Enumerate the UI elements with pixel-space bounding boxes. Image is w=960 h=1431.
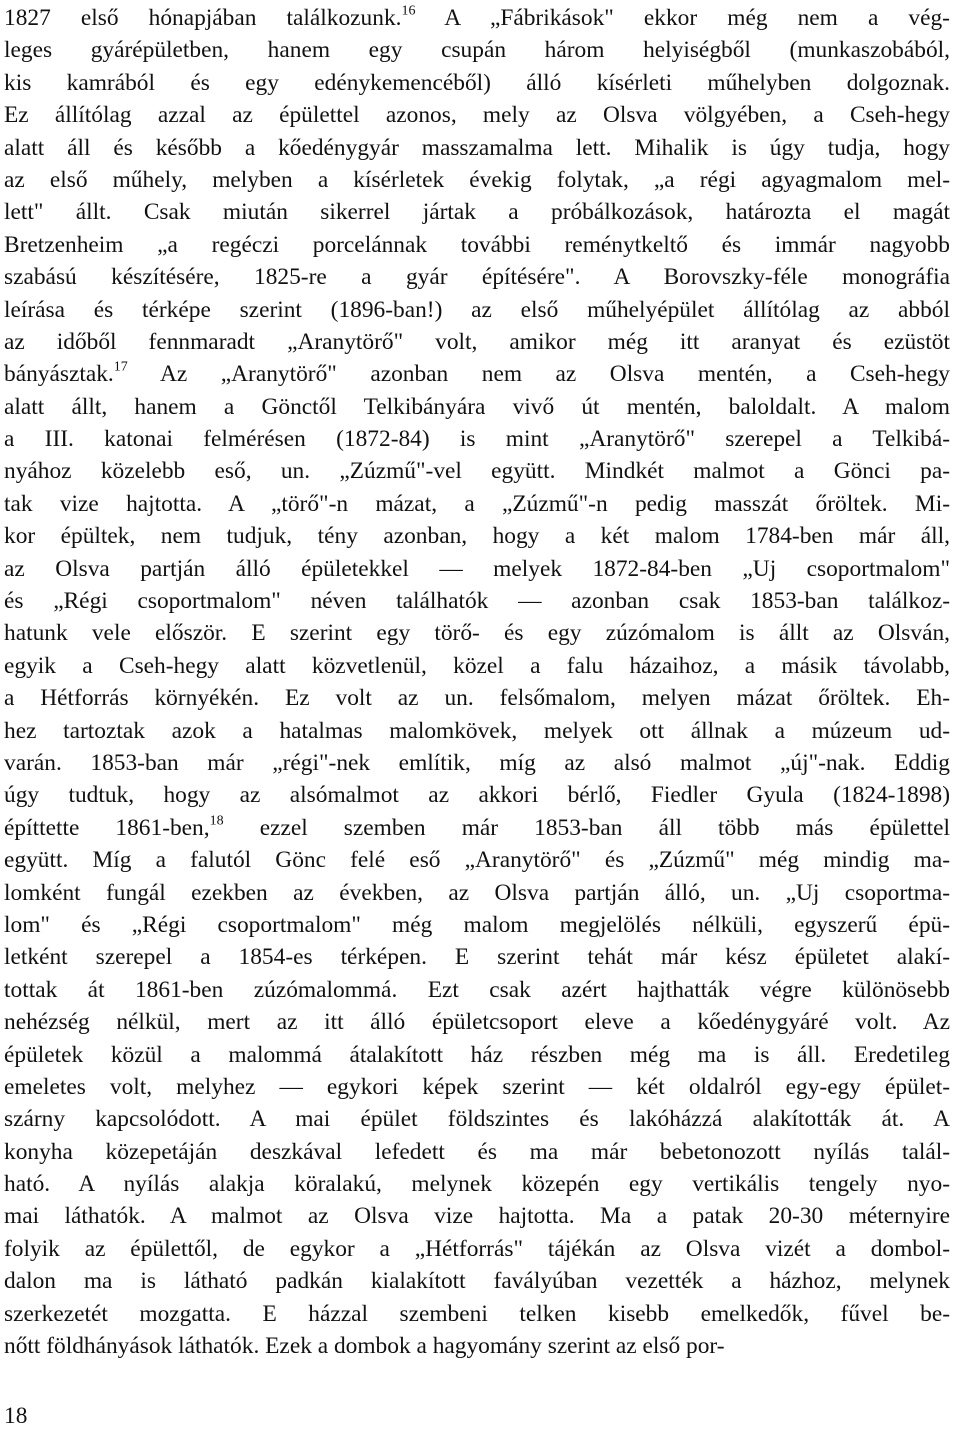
text-segment: Bretzenheim „a regéczi porcelánnak további reménytkeltő és immár nagyobb (4, 231, 950, 258)
text-segment: konyha közepetáján deszkával lefedett és ma már bebetonozott nyílás talál- (4, 1138, 950, 1165)
text-segment: nyához közelebb eső, un. „Zúzmű"-vel együtt. Mindkét malmot a Gönci pa- (4, 458, 950, 485)
text-line (4, 1006, 950, 1038)
text-segment: tak vize hajtotta. A „törő"-n mázat, a „Zúzmű"-n pedig masszát őröltek. Mi- (4, 490, 950, 517)
text-segment: a III. katonai felmérésen (1872-84) is mint „Aranytörő" szerepel a Telkibá- (4, 426, 950, 453)
text-line (4, 520, 950, 552)
text-line (4, 1039, 950, 1071)
text-segment: ható. A nyílás alakja köralakú, melynek közepén egy vertikális tengely nyo- (4, 1171, 950, 1198)
text-line (4, 909, 950, 941)
text-line (4, 326, 950, 358)
text-line (4, 294, 950, 326)
text-segment: az Olsva partján álló épületekkel — melyek 1872-84-ben „Uj csoportmalom" (4, 555, 950, 582)
text-line (4, 650, 950, 682)
text-line (4, 682, 950, 714)
text-segment: kis kamrából és egy edénykemencéből) álló kísérleti műhelyben dolgoznak. (4, 69, 950, 96)
text-line (4, 585, 950, 617)
text-line (4, 1168, 950, 1200)
text-segment: bányásztak. (4, 361, 114, 388)
text-segment: letként szerepel a 1854-es térképen. E szerint tehát már kész épületet alakí- (4, 944, 950, 971)
text-line (4, 455, 950, 487)
text-line (4, 974, 950, 1006)
text-segment: Az „Aranytörő" azonban nem az Olsva mentén, a Cseh-hegy (127, 361, 950, 388)
text-segment: a Hétforrás környékén. Ez volt az un. felsőmalom, melyen mázat őröltek. Eh- (4, 685, 950, 712)
text-segment: 1827 első hónapjában találkozunk. (4, 5, 402, 31)
text-line (4, 1200, 950, 1232)
text-segment: alatt állt, hanem a Gönctől Telkibányára vivő út mentén, baloldalt. A malom (4, 393, 950, 420)
text-line (4, 196, 950, 228)
text-segment: hatunk vele először. E szerint egy törő- és egy zúzómalom is állt az Olsván, (4, 620, 950, 647)
text-line (4, 1233, 950, 1265)
text-segment: építtette 1861-ben, (4, 814, 210, 841)
text-line (4, 715, 950, 747)
text-line (4, 812, 950, 844)
footnote-marker: 17 (113, 359, 128, 375)
text-line (4, 941, 950, 973)
text-segment: nőtt földhányások láthatók. Ezek a dombok a hagyomány szerint az első por- (4, 1333, 725, 1360)
text-segment: épületek közül a malommá átalakított ház részben még ma is áll. Eredetileg (4, 1041, 950, 1068)
text-line (4, 391, 950, 423)
text-segment: alatt áll és később a kőedénygyár masszamalma lett. Mihalik is úgy tudja, hogy (4, 134, 950, 161)
text-line (4, 2, 950, 34)
text-segment: szerkezetét mozgatta. E házzal szembeni telken kisebb emelkedők, fűvel be- (4, 1300, 950, 1327)
text-line (4, 844, 950, 876)
page-number: 18 (4, 1403, 28, 1429)
text-segment: leírása és térképe szerint (1896-ban!) az első műhelyépület állítólag az abból (4, 296, 950, 323)
text-segment: lomként fungál ezekben az években, az Olsva partján álló, un. „Uj csoportma- (4, 879, 950, 906)
text-line (4, 1071, 950, 1103)
text-segment: varán. 1853-ban már „régi"-nek említik, míg az alsó malmot „új"-nak. Eddig (4, 749, 950, 776)
text-line (4, 34, 950, 66)
text-line (4, 99, 950, 131)
text-segment: emeletes volt, melyhez — egykori képek szerint — két oldalról egy-egy épület- (4, 1073, 950, 1100)
body-text (4, 2, 950, 1362)
text-line (4, 261, 950, 293)
text-line (4, 132, 950, 164)
text-segment: az első műhely, melyben a kísérletek évekig folytak, „a régi agyagmalom mel- (4, 166, 950, 193)
text-segment: együtt. Míg a falutól Gönc felé eső „Aranytörő" és „Zúzmű" még mindig ma- (4, 847, 950, 874)
text-segment: folyik az épülettől, de egykor a „Hétforrás" tájékán az Olsva vizét a dombol- (4, 1235, 950, 1262)
text-segment: dalon ma is látható padkán kialakított favályúban vezették a házhoz, melynek (4, 1268, 950, 1295)
text-line (4, 423, 950, 455)
text-line (4, 164, 950, 196)
text-segment: az időből fennmaradt „Aranytörő" volt, amikor még itt aranyat és ezüstöt (4, 328, 950, 355)
text-segment: hez tartoztak azok a hatalmas malomkövek, melyek ott állnak a múzeum ud- (4, 717, 950, 744)
text-segment: lom" és „Régi csoportmalom" még malom megjelölés nélküli, egyszerű épü- (4, 911, 950, 938)
text-line (4, 488, 950, 520)
text-segment: kor épültek, nem tudjuk, tény azonban, hogy a két malom 1784-ben már áll, (4, 523, 950, 550)
text-segment: mai láthatók. A malmot az Olsva vize hajtotta. Ma a patak 20-30 méternyire (4, 1203, 950, 1230)
text-line (4, 1136, 950, 1168)
text-line (4, 1265, 950, 1297)
text-segment: úgy tudtuk, hogy az alsómalmot az akkori bérlő, Fiedler Gyula (1824-1898) (4, 782, 950, 809)
text-line (4, 229, 950, 261)
text-line (4, 1103, 950, 1135)
text-line (4, 617, 950, 649)
text-segment: lett" állt. Csak miután sikerrel jártak a próbálkozások, határozta el magát (4, 199, 950, 226)
text-line (4, 1330, 950, 1362)
text-segment: ezzel szemben már 1853-ban áll több más épülettel (223, 814, 950, 841)
text-line (4, 553, 950, 585)
text-line (4, 67, 950, 99)
text-segment: A „Fábrikások" ekkor még nem a vég- (415, 5, 950, 31)
text-line (4, 877, 950, 909)
text-segment: egyik a Cseh-hegy alatt közvetlenül, közel a falu házaihoz, a másik távolabb, (4, 652, 950, 679)
text-line (4, 747, 950, 779)
footnote-marker: 16 (401, 3, 416, 19)
footnote-marker: 18 (209, 813, 224, 829)
text-line (4, 779, 950, 811)
text-segment: tottak át 1861-ben zúzómalommá. Ezt csak azért hajthatták végre különösebb (4, 976, 950, 1003)
text-segment: Ez állítólag azzal az épülettel azonos, mely az Olsva völgyében, a Cseh-hegy (4, 102, 950, 129)
text-segment: szárny kapcsolódott. A mai épület földszintes és lakóházzá alakították át. A (4, 1106, 950, 1133)
text-segment: és „Régi csoportmalom" néven találhatók — azonban csak 1853-ban találkoz- (4, 588, 950, 615)
text-line (4, 1298, 950, 1330)
text-segment: leges gyárépületben, hanem egy csupán három helyiségből (munkaszobából, (4, 37, 950, 64)
text-segment: szabású készítésére, 1825-re a gyár építésére". A Borovszky-féle monográfia (4, 264, 950, 291)
text-segment: nehézség nélkül, mert az itt álló épületcsoport eleve a kőedénygyáré volt. Az (4, 1009, 950, 1036)
text-line (4, 358, 950, 390)
